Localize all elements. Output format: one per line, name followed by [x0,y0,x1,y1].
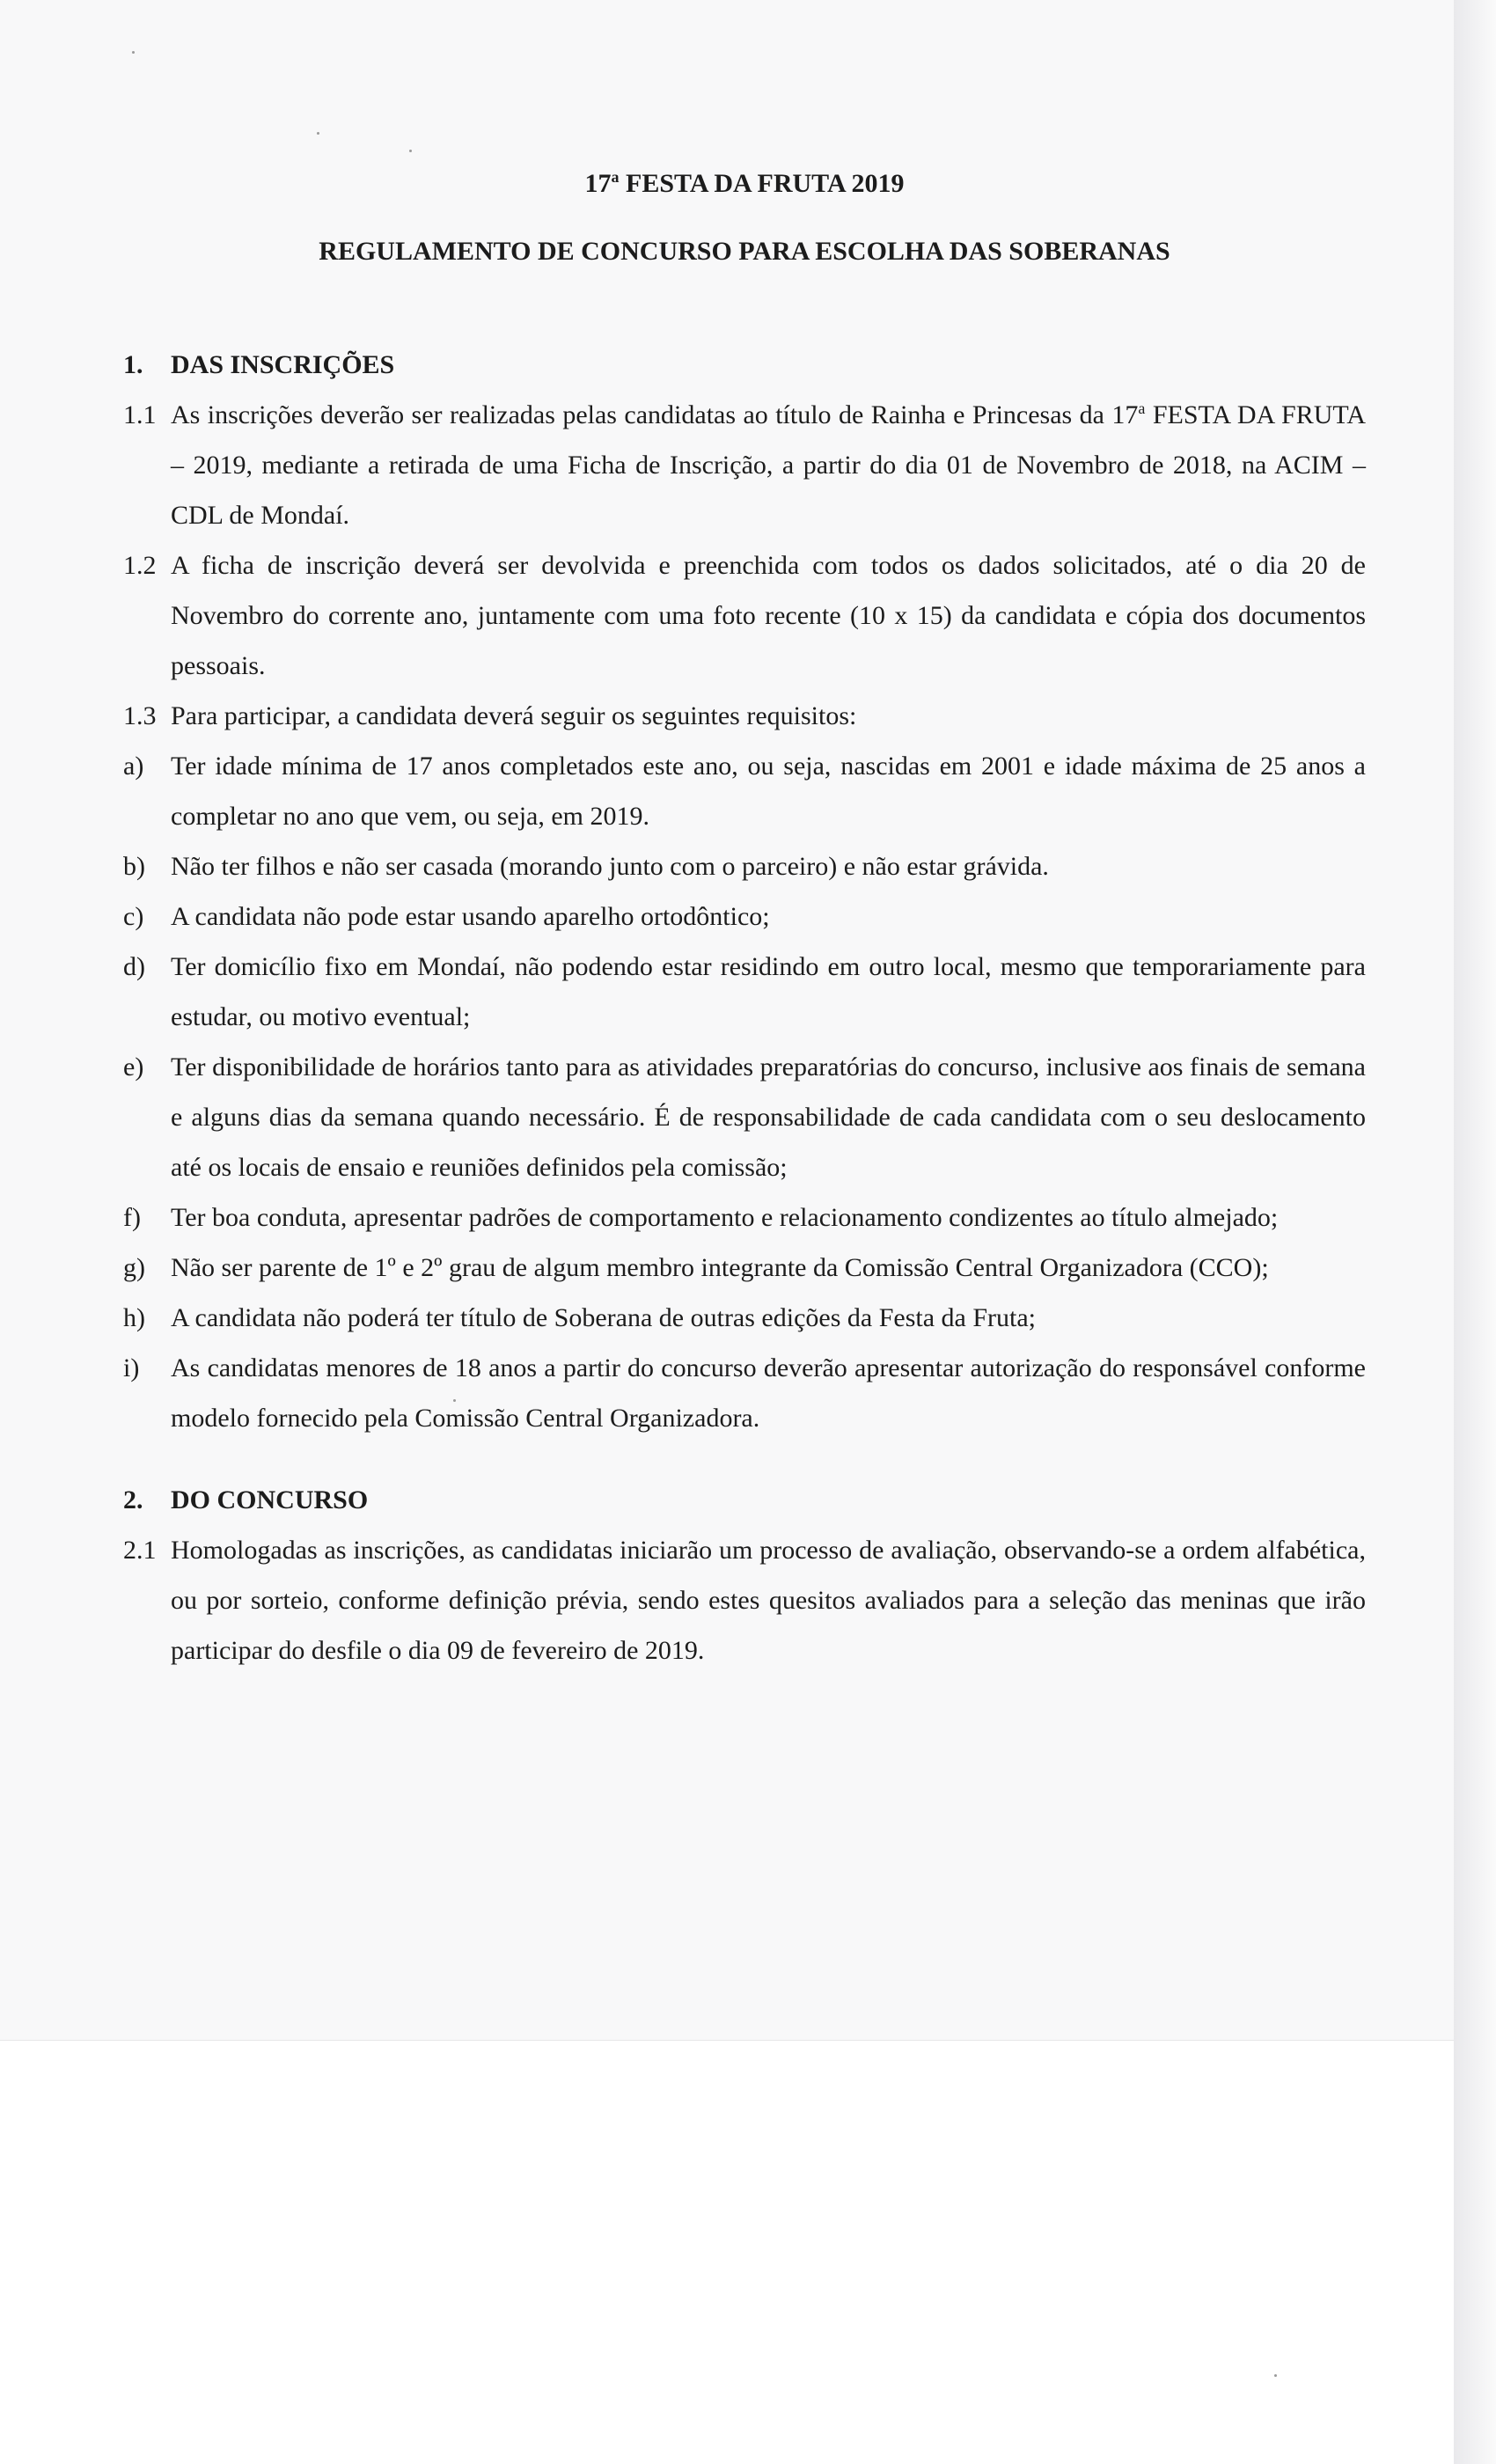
requirement-label: b) [123,852,145,881]
requirement-item [123,1293,1366,1343]
requirement-item [123,841,1366,891]
sheet-bottom-edge [0,2040,1454,2041]
requirement-text: Ter idade mínima de 17 anos completados este ano, ou seja, nascidas em 2001 e idade máxima de 25 anos a completar no ano que vem, ou seja, em 2019. [171,752,1366,831]
requirement-text: As candidatas menores de 18 anos a partir do concurso deverão apresentar autorização do responsável conforme modelo fornecido pela Comissão Central Organizadora. [171,1353,1366,1433]
section-heading [123,340,1366,390]
scan-speck [409,150,412,152]
section-number: 2. [123,1485,143,1514]
scan-edge [1454,0,1496,2464]
scan-speck [132,51,135,54]
requirement-label: d) [123,952,145,981]
scan-speck [317,132,319,135]
section-title: DAS INSCRIÇÕES [171,350,395,379]
document-page [123,158,1366,1676]
requirement-text: A candidata não poderá ter título de Soberana de outras edições da Festa da Fruta; [171,1303,1036,1332]
requirement-item [123,1192,1366,1243]
requirement-item [123,891,1366,942]
section-title: DO CONCURSO [171,1485,369,1514]
clause-number: 2.1 [123,1536,157,1565]
document-title: 17$^a$ FESTA DA FRUTA 2019 [584,168,905,198]
requirement-text: Não ser parente de 1º e 2º grau de algum membro integrante da Comissão Central Organizadora (CCO); [171,1253,1269,1282]
requirement-item [123,1343,1366,1443]
section-heading [123,1475,1366,1525]
clause-number: 1.2 [123,551,157,580]
requirement-label: a) [123,752,144,781]
clause-text: Para participar, a candidata deverá seguir os seguintes requisitos: [171,701,857,730]
requirement-item [123,741,1366,841]
clause [123,540,1366,691]
requirement-text: A candidata não pode estar usando aparelho ortodôntico; [171,902,770,931]
section-number: 1. [123,350,143,379]
scan-speck [1274,2374,1277,2377]
requirement-item [123,1042,1366,1192]
clause [123,691,1366,741]
clause-number: 1.1 [123,400,157,429]
requirement-text: Ter disponibilidade de horários tanto para as atividades preparatórias do concurso, inclusive aos finais de semana e alguns dias da semana quando necessário. É de responsabilidade de cada candidata com o seu deslocamento até os locais de ensaio e reuniões definidos pela comissão; [171,1052,1366,1182]
requirement-text: Não ter filhos e não ser casada (morando junto com o parceiro) e não estar grávida. [171,852,1049,881]
requirement-label: h) [123,1303,145,1332]
clause-text: As inscrições deverão ser realizadas pelas candidatas ao título de Rainha e Princesas da 17$^a$ FESTA DA FRUTA – 2019, mediante a retirada de uma Ficha de Inscrição, a partir do dia 01 de Novembro de 2018, na ACIM – CDL de Mondaí. [171,400,1366,530]
requirement-label: g) [123,1253,145,1282]
requirement-label: f) [123,1203,141,1232]
requirement-label: e) [123,1052,144,1082]
clause-number: 1.3 [123,701,157,730]
requirement-item [123,1243,1366,1293]
document-subtitle: REGULAMENTO DE CONCURSO PARA ESCOLHA DAS SOBERANAS [319,237,1170,266]
requirement-text: Ter domicílio fixo em Mondaí, não podendo estar residindo em outro local, mesmo que temporariamente para estudar, ou motivo eventual; [171,952,1366,1031]
clause [123,390,1366,540]
requirement-label: i) [123,1353,140,1382]
requirement-label: c) [123,902,144,931]
clause-text: A ficha de inscrição deverá ser devolvida e preenchida com todos os dados solicitados, até o dia 20 de Novembro do corrente ano, juntamente com uma foto recente (10 x 15) da candidata e cópia dos documentos pessoais. [171,551,1366,680]
clause [123,1525,1366,1676]
requirement-text: Ter boa conduta, apresentar padrões de comportamento e relacionamento condizentes ao título almejado; [171,1203,1279,1232]
clause-text: Homologadas as inscrições, as candidatas iniciarão um processo de avaliação, observando-se a ordem alfabética, ou por sorteio, conforme definição prévia, sendo estes quesitos avaliados para a seleção das meninas que irão participar do desfile o dia 09 de fevereiro de 2019. [171,1536,1366,1665]
requirement-item [123,942,1366,1042]
